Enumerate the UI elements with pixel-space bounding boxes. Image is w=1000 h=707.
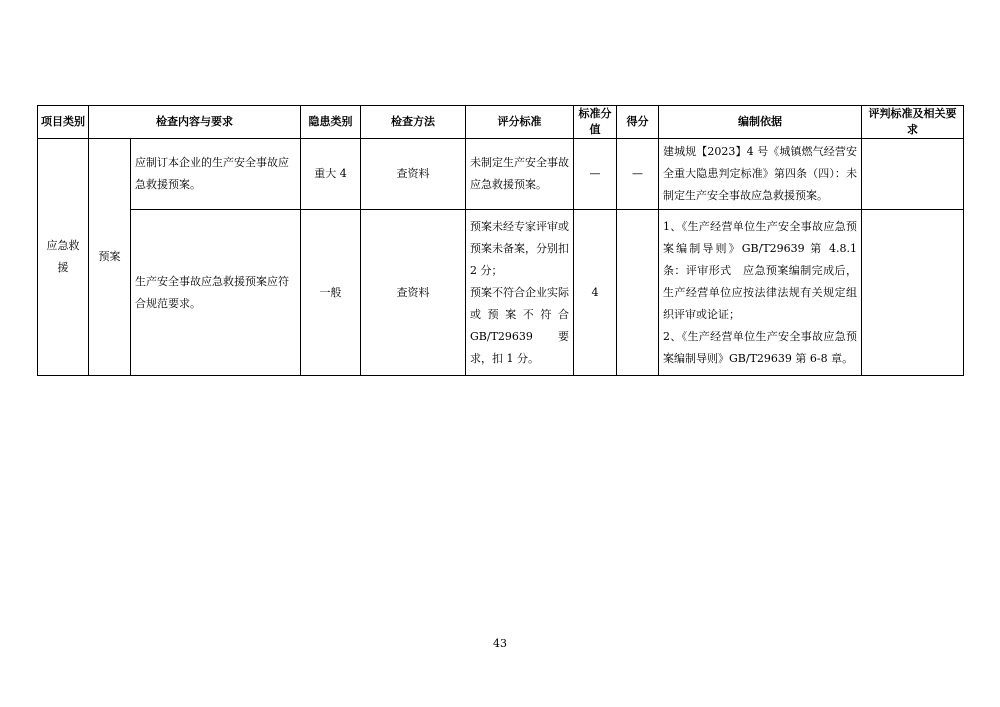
header-category: 项目类别 — [38, 106, 89, 139]
judgment-cell — [862, 210, 964, 376]
inspection-table — [37, 105, 964, 376]
table-row — [38, 210, 964, 376]
method-cell: 查资料 — [361, 210, 466, 376]
scoring-item: 预案不符合企业实际或预案不符合 GB/T29639 要求，扣 1 分。 — [470, 285, 569, 365]
header-content: 检查内容与要求 — [89, 106, 301, 139]
basis-cell — [659, 210, 862, 376]
method-cell: 查资料 — [361, 139, 466, 210]
basis-item: 1、《生产经营单位生产安全事故应急预案编制导则》GB/T29639 第 4.8.1 条：评审形式 应急预案编制完成后，生产经营单位应按法律法规有关规定组织评审或论证； — [663, 219, 857, 321]
page-number: 43 — [493, 637, 507, 650]
category-cell: 应急救援 — [38, 139, 89, 376]
content-cell: 应制订本企业的生产安全事故应急救援预案。 — [131, 139, 301, 210]
header-method: 检查方法 — [361, 106, 466, 139]
score-cell: — — [617, 139, 659, 210]
header-basis: 编制依据 — [659, 106, 862, 139]
table-header-row — [38, 106, 964, 139]
basis-cell — [659, 139, 862, 210]
header-score-value: 标准分值 — [574, 106, 617, 139]
score-value-cell: — — [574, 139, 617, 210]
basis-item: 2、《生产经营单位生产安全事故应急预案编制导则》GB/T29639 第 6-8 章。 — [663, 329, 857, 365]
basis-item: 建城规【2023】4 号《城镇燃气经营安全重大隐患判定标准》第四条（四）：未制定生产安全事故应急救援预案。 — [663, 145, 857, 202]
scoring-cell: 未制定生产安全事故应急救援预案。 — [466, 139, 574, 210]
content-cell: 生产安全事故应急救援预案应符合规范要求。 — [131, 210, 301, 376]
hazard-type-cell: 一般 — [301, 210, 361, 376]
header-score: 得分 — [617, 106, 659, 139]
header-scoring: 评分标准 — [466, 106, 574, 139]
table-row — [38, 139, 964, 210]
header-hazard-type: 隐患类别 — [301, 106, 361, 139]
judgment-cell — [862, 139, 964, 210]
subcategory-cell: 预案 — [89, 139, 131, 376]
header-judgment: 评判标准及相关要求 — [862, 106, 964, 139]
scoring-item: 预案未经专家评审或预案未备案，分别扣 2 分； — [470, 219, 569, 277]
score-value-cell: 4 — [574, 210, 617, 376]
hazard-type-cell: 重大 4 — [301, 139, 361, 210]
scoring-cell — [466, 210, 574, 376]
score-cell — [617, 210, 659, 376]
